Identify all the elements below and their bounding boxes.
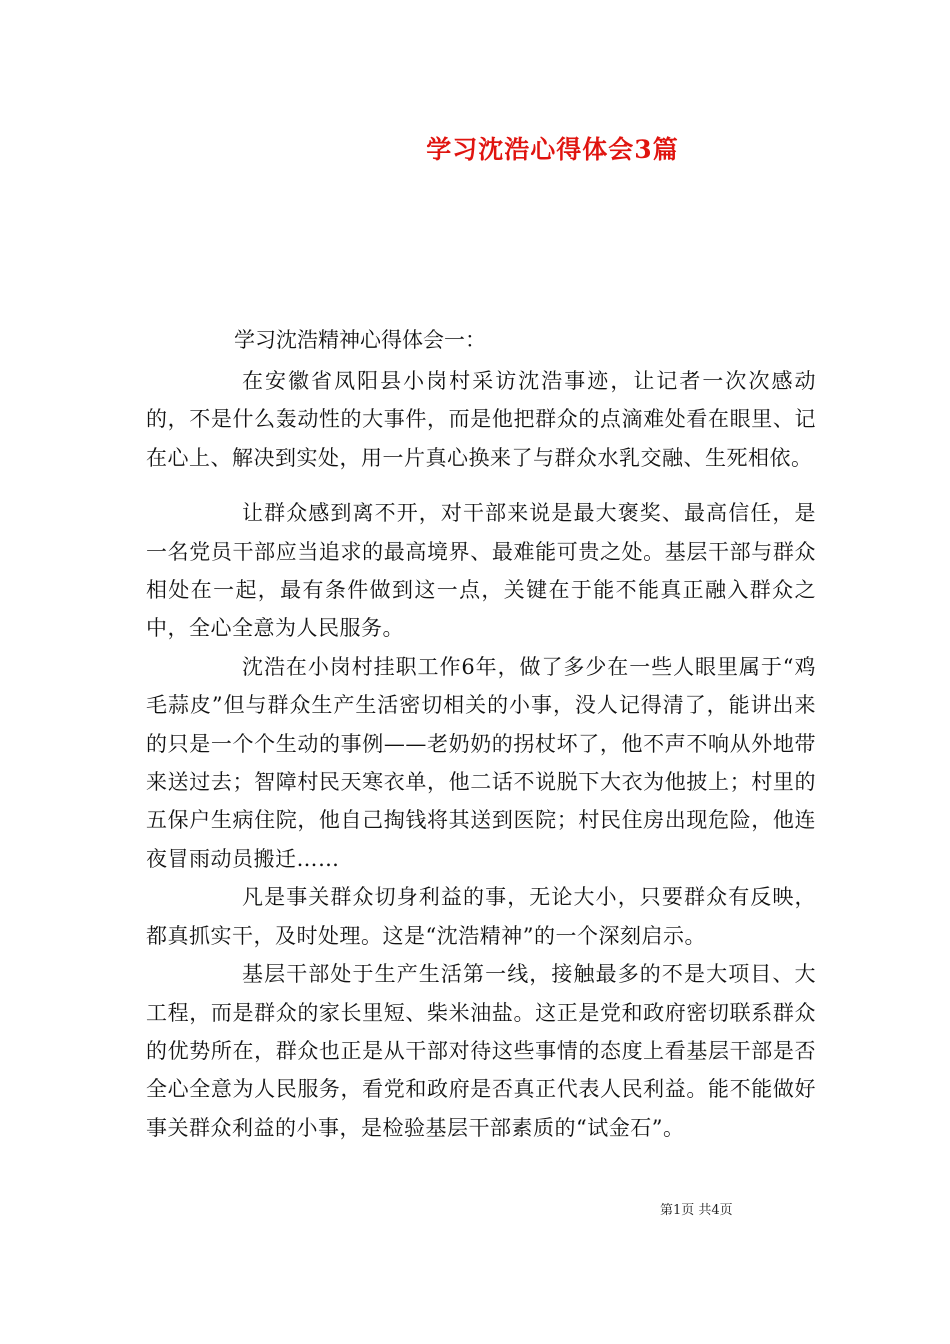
paragraph-3: 沈浩在小岗村挂职工作6年，做了多少在一些人眼里属于“鸡毛蒜皮”但与群众生产生活密切相关的小事，没人记得清了，能讲出来的只是一个个生动的事例——老奶奶的拐杖坏了，他不声不响从外地带来送过去；智障村民天寒衣单，他二话不说脱下大衣为他披上；村里的五保户生病住院，他自己掏钱将其送到医院；村民住房出现危险，他连夜冒雨动员搬迁…… — [146, 654, 816, 871]
section-heading: 学习沈浩精神心得体会一： — [234, 328, 486, 352]
paragraph-4: 凡是事关群众切身利益的事，无论大小，只要群众有反映，都真抓实干，及时处理。这是“沈浩精神”的一个深刻启示。 — [146, 885, 816, 948]
paragraph-1: 在安徽省凤阳县小岗村采访沈浩事迹，让记者一次次感动的，不是什么轰动性的大事件，而是他把群众的点滴难处看在眼里、记在心上、解决到实处，用一片真心换来了与群众水乳交融、生死相依。 — [146, 369, 816, 470]
paragraph-gap — [146, 477, 816, 494]
document-title: 学习沈浩心得体会3篇 — [426, 135, 679, 164]
page-number-footer: 第1页 共4页 — [660, 1203, 733, 1218]
paragraph-2: 让群众感到离不开，对干部来说是最大褒奖、最高信任，是一名党员干部应当追求的最高境界、最难能可贵之处。基层干部与群众相处在一起，最有条件做到这一点，关键在于能不能真正融入群众之中，全心全意为人民服务。 — [146, 501, 816, 641]
document-body — [146, 324, 816, 1147]
paragraph-5: 基层干部处于生产生活第一线，接触最多的不是大项目、大工程，而是群众的家长里短、柴米油盐。这正是党和政府密切联系群众的优势所在，群众也正是从干部对待这些事情的态度上看基层干部是否全心全意为人民服务，看党和政府是否真正代表人民利益。能不能做好事关群众利益的小事，是检验基层干部素质的“试金石”。 — [146, 962, 816, 1140]
